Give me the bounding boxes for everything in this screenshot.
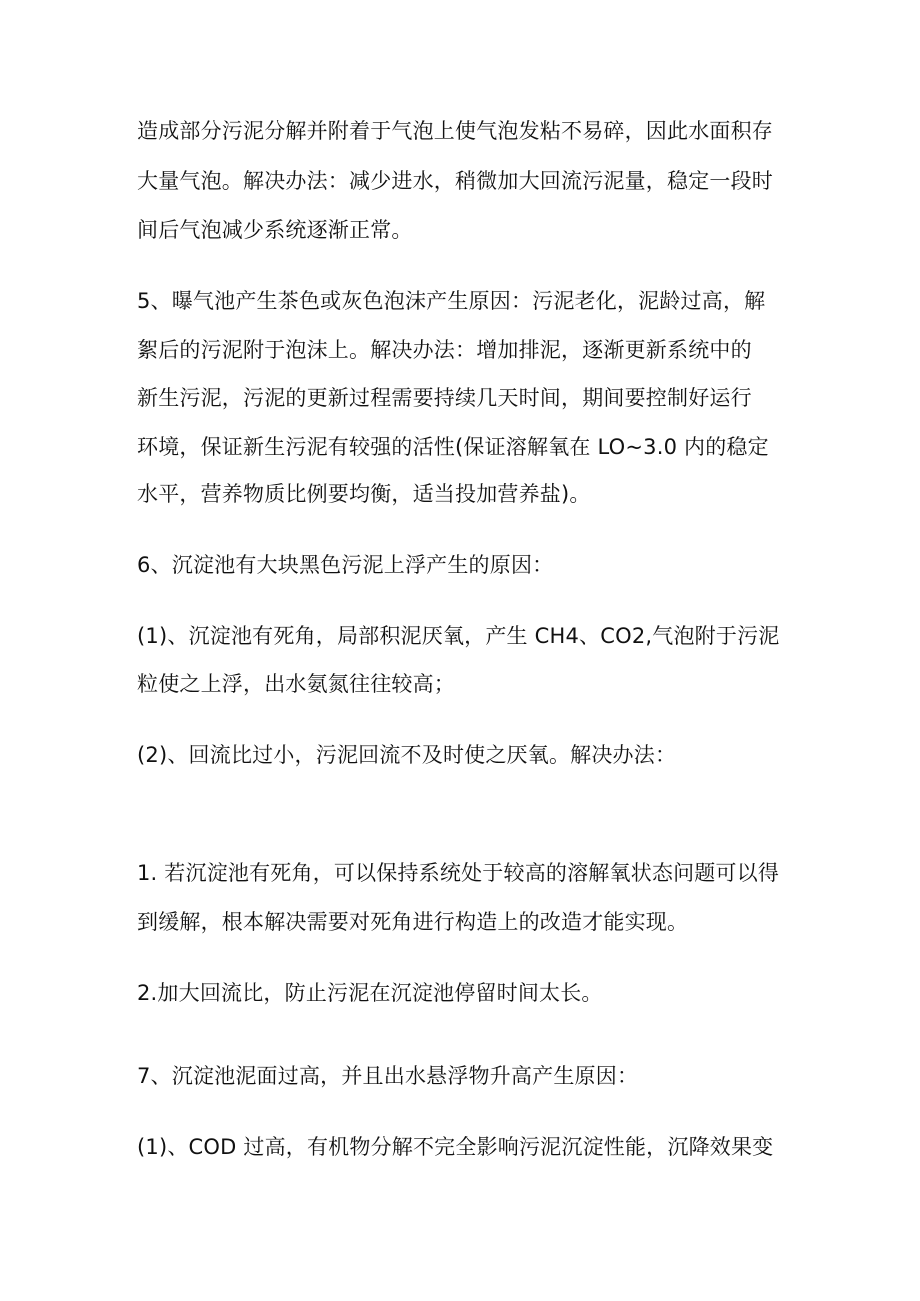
paragraph-line: 造成部分污泥分解并附着于气泡上使气泡发粘不易碎，因此水面积存 (137, 119, 773, 143)
paragraph-line: 粒使之上浮，出水氨氮往往较高； (137, 672, 455, 696)
paragraph-line: 水平，营养物质比例要均衡，适当投加营养盐)。 (137, 482, 591, 506)
section-heading: 7、沉淀池泥面过高，并且出水悬浮物升高产生原因： (137, 1064, 639, 1088)
paragraph-line: 到缓解，根本解决需要对死角进行构造上的改造才能实现。 (137, 910, 689, 934)
paragraph-line: 2.加大回流比，防止污泥在沉淀池停留时间太长。 (137, 981, 603, 1005)
paragraph-line: 新生污泥，污泥的更新过程需要持续几天时间，期间要控制好运行 (137, 386, 752, 410)
paragraph-line: 大量气泡。解决办法：减少进水，稍微加大回流污泥量，稳定一段时 (137, 169, 773, 193)
paragraph-line: 间后气泡减少系统逐渐正常。 (137, 218, 413, 242)
paragraph-line: (1)、COD 过高，有机物分解不完全影响污泥沉淀性能，沉降效果变 (137, 1135, 774, 1159)
paragraph-line: (2)、回流比过小，污泥回流不及时使之厌氧。解决办法： (137, 743, 677, 767)
paragraph-line: 絮后的污泥附于泡沫上。解决办法：增加排泥，逐渐更新系统中的 (137, 338, 752, 362)
paragraph-line: (1)、沉淀池有死角，局部积泥厌氧，产生 CH4、CO2,气泡附于污泥 (137, 624, 780, 648)
paragraph-line: 1. 若沉淀池有死角，可以保持系统处于较高的溶解氧状态问题可以得 (137, 861, 780, 885)
paragraph-line: 5、曝气池产生茶色或灰色泡沫产生原因：污泥老化，泥龄过高，解 (137, 289, 766, 313)
paragraph-line: 环境，保证新生污泥有较强的活性(保证溶解氧在 LO~3.0 内的稳定 (137, 435, 769, 459)
section-heading: 6、沉淀池有大块黑色污泥上浮产生的原因： (137, 553, 554, 577)
